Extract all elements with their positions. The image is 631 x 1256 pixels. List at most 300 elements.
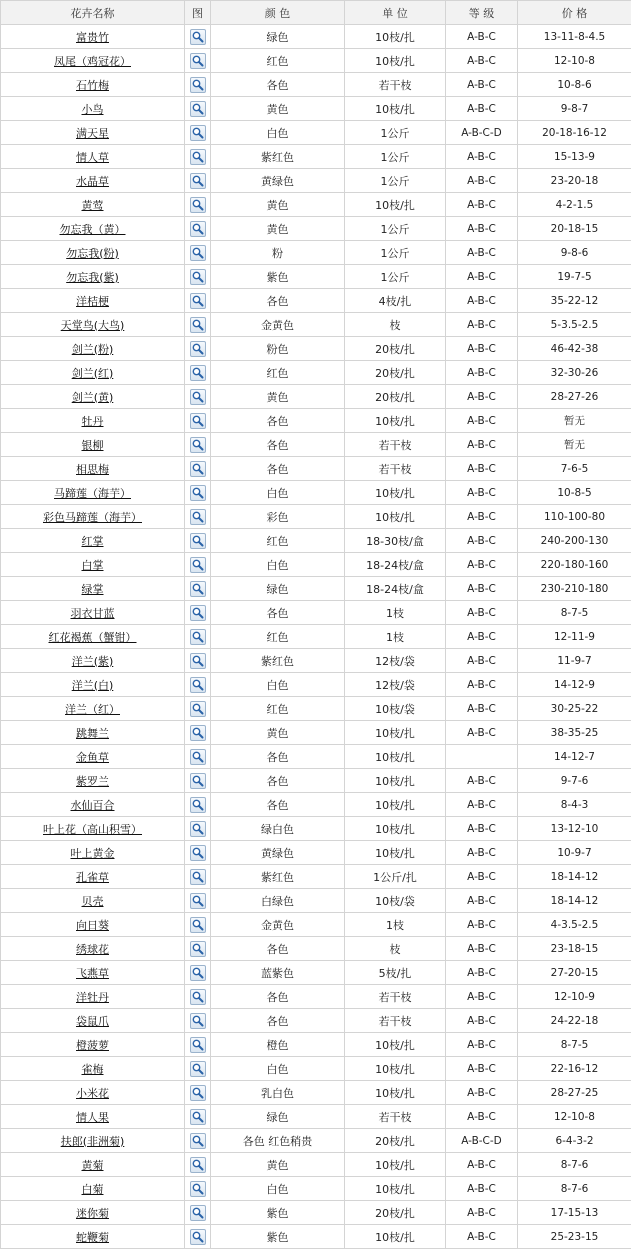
unit-cell: 10枝/扎 [345, 97, 446, 121]
table-row [1, 265, 631, 289]
view-image-icon[interactable] [190, 989, 206, 1005]
flower-name-link[interactable]: 水晶草 [76, 174, 109, 188]
price-cell: 10-8-5 [518, 481, 631, 505]
table-row [1, 937, 631, 961]
flower-name-cell [1, 49, 185, 73]
unit-cell: 18-30枝/盒 [345, 529, 446, 553]
image-cell [185, 457, 211, 481]
table-row [1, 769, 631, 793]
color-cell: 各色 [211, 457, 345, 481]
unit-cell: 1公斤 [345, 169, 446, 193]
table-row [1, 337, 631, 361]
color-cell: 紫红色 [211, 865, 345, 889]
view-image-icon[interactable] [190, 389, 206, 405]
view-image-icon[interactable] [190, 317, 206, 333]
table-row [1, 865, 631, 889]
unit-cell: 10枝/扎 [345, 1225, 446, 1249]
price-cell: 4-3.5-2.5 [518, 913, 631, 937]
view-image-icon[interactable] [190, 53, 206, 69]
view-image-icon[interactable] [190, 965, 206, 981]
flower-name-cell [1, 769, 185, 793]
header-row [1, 1, 631, 25]
view-image-icon[interactable] [190, 101, 206, 117]
table-row [1, 1057, 631, 1081]
unit-cell: 10枝/扎 [345, 769, 446, 793]
flower-name-link[interactable]: 凤尾（鸡冠花） [54, 54, 131, 68]
view-image-icon[interactable] [190, 845, 206, 861]
price-cell: 9-8-6 [518, 241, 631, 265]
color-cell: 红色 [211, 529, 345, 553]
view-image-icon[interactable] [190, 269, 206, 285]
image-cell [185, 1081, 211, 1105]
flower-name-link[interactable]: 勿忘我(粉) [66, 246, 119, 260]
flower-name-link[interactable]: 黄菊 [81, 1158, 104, 1172]
flower-name-link[interactable]: 白掌 [81, 558, 104, 572]
flower-name-cell [1, 817, 185, 841]
image-cell [185, 1201, 211, 1225]
unit-cell: 若干枝 [345, 433, 446, 457]
color-cell: 各色 [211, 745, 345, 769]
color-cell: 各色 [211, 409, 345, 433]
image-cell [185, 1153, 211, 1177]
grade-cell: A-B-C [446, 841, 518, 865]
price-cell: 暂无 [518, 409, 631, 433]
flower-name-link[interactable]: 黄莺 [81, 198, 104, 212]
view-image-icon[interactable] [190, 941, 206, 957]
flower-name-link[interactable]: 剑兰(粉) [71, 342, 114, 356]
flower-name-link[interactable]: 剑兰(红) [71, 366, 114, 380]
image-cell [185, 337, 211, 361]
color-cell: 彩色 [211, 505, 345, 529]
flower-name-link[interactable]: 小鸟 [81, 102, 104, 116]
flower-name-cell [1, 25, 185, 49]
view-image-icon[interactable] [190, 605, 206, 621]
view-image-icon[interactable] [190, 173, 206, 189]
view-image-icon[interactable] [190, 773, 206, 789]
table-row [1, 361, 631, 385]
header-unit: 单 位 [345, 1, 446, 25]
flower-name-link[interactable]: 叶上花（高山积雪） [43, 822, 142, 836]
flower-name-cell [1, 265, 185, 289]
table-row [1, 697, 631, 721]
image-cell [185, 169, 211, 193]
flower-name-link[interactable]: 雀梅 [81, 1062, 104, 1076]
price-cell: 12-11-9 [518, 625, 631, 649]
color-cell: 黄色 [211, 385, 345, 409]
unit-cell: 10枝/扎 [345, 1177, 446, 1201]
image-cell [185, 1129, 211, 1153]
flower-name-link[interactable]: 紫罗兰 [76, 774, 109, 788]
grade-cell: A-B-C [446, 457, 518, 481]
view-image-icon[interactable] [190, 125, 206, 141]
flower-name-link[interactable]: 相思梅 [76, 462, 109, 476]
flower-name-cell [1, 697, 185, 721]
view-image-icon[interactable] [190, 725, 206, 741]
unit-cell: 20枝/扎 [345, 1201, 446, 1225]
flower-name-cell [1, 217, 185, 241]
view-image-icon[interactable] [190, 341, 206, 357]
table-row [1, 217, 631, 241]
view-image-icon[interactable] [190, 1133, 206, 1149]
flower-name-link[interactable]: 洋牡丹 [76, 990, 109, 1004]
flower-name-cell [1, 73, 185, 97]
grade-cell: A-B-C [446, 481, 518, 505]
price-cell: 24-22-18 [518, 1009, 631, 1033]
view-image-icon[interactable] [190, 557, 206, 573]
flower-name-link[interactable]: 剑兰(黄) [71, 390, 114, 404]
grade-cell: A-B-C [446, 193, 518, 217]
view-image-icon[interactable] [190, 653, 206, 669]
unit-cell: 10枝/扎 [345, 49, 446, 73]
grade-cell: A-B-C [446, 769, 518, 793]
view-image-icon[interactable] [190, 293, 206, 309]
header-color: 颜 色 [211, 1, 345, 25]
view-image-icon[interactable] [190, 917, 206, 933]
unit-cell: 10枝/扎 [345, 409, 446, 433]
color-cell: 各色 [211, 1009, 345, 1033]
price-cell: 28-27-26 [518, 385, 631, 409]
view-image-icon[interactable] [190, 1229, 206, 1245]
view-image-icon[interactable] [190, 1157, 206, 1173]
grade-cell: A-B-C [446, 73, 518, 97]
view-image-icon[interactable] [190, 1181, 206, 1197]
grade-cell: A-B-C [446, 1105, 518, 1129]
color-cell: 红色 [211, 49, 345, 73]
flower-name-cell [1, 313, 185, 337]
color-cell: 黄色 [211, 193, 345, 217]
unit-cell: 10枝/扎 [345, 1081, 446, 1105]
grade-cell: A-B-C [446, 241, 518, 265]
view-image-icon[interactable] [190, 461, 206, 477]
flower-name-cell [1, 505, 185, 529]
grade-cell: A-B-C-D [446, 1129, 518, 1153]
unit-cell: 20枝/扎 [345, 361, 446, 385]
price-cell: 240-200-130 [518, 529, 631, 553]
flower-name-cell [1, 529, 185, 553]
color-cell: 绿色 [211, 577, 345, 601]
flower-name-cell [1, 361, 185, 385]
grade-cell: A-B-C [446, 529, 518, 553]
unit-cell: 若干枝 [345, 1105, 446, 1129]
flower-name-link[interactable]: 红掌 [81, 534, 104, 548]
view-image-icon[interactable] [190, 221, 206, 237]
price-cell: 20-18-15 [518, 217, 631, 241]
table-row [1, 409, 631, 433]
color-cell: 白色 [211, 673, 345, 697]
color-cell: 各色 [211, 601, 345, 625]
unit-cell: 18-24枝/盒 [345, 577, 446, 601]
flower-name-link[interactable]: 勿忘我(紫) [66, 270, 119, 284]
grade-cell: A-B-C [446, 265, 518, 289]
view-image-icon[interactable] [190, 1013, 206, 1029]
price-cell: 23-18-15 [518, 937, 631, 961]
price-cell: 暂无 [518, 433, 631, 457]
flower-name-link[interactable]: 白菊 [81, 1182, 104, 1196]
table-row [1, 793, 631, 817]
table-row [1, 1105, 631, 1129]
view-image-icon[interactable] [190, 629, 206, 645]
flower-name-cell [1, 673, 185, 697]
unit-cell: 若干枝 [345, 1009, 446, 1033]
flower-name-link[interactable]: 牡丹 [81, 414, 104, 428]
unit-cell: 若干枝 [345, 73, 446, 97]
header-name: 花卉名称 [1, 1, 185, 25]
view-image-icon[interactable] [190, 365, 206, 381]
table-row [1, 625, 631, 649]
price-cell: 15-13-9 [518, 145, 631, 169]
unit-cell: 10枝/扎 [345, 25, 446, 49]
flower-name-link[interactable]: 银柳 [81, 438, 104, 452]
table-row [1, 49, 631, 73]
price-cell: 8-7-6 [518, 1153, 631, 1177]
color-cell: 粉 [211, 241, 345, 265]
flower-name-link[interactable]: 洋兰(紫) [71, 654, 114, 668]
image-cell [185, 121, 211, 145]
table-row [1, 1033, 631, 1057]
flower-name-link[interactable]: 满天星 [76, 126, 109, 140]
color-cell: 紫色 [211, 265, 345, 289]
table-row [1, 889, 631, 913]
flower-name-link[interactable]: 情人果 [76, 1110, 109, 1124]
price-cell: 30-25-22 [518, 697, 631, 721]
color-cell: 金黄色 [211, 313, 345, 337]
image-cell [185, 913, 211, 937]
color-cell: 白色 [211, 481, 345, 505]
image-cell [185, 1009, 211, 1033]
image-cell [185, 385, 211, 409]
image-cell [185, 241, 211, 265]
price-cell: 14-12-9 [518, 673, 631, 697]
grade-cell: A-B-C [446, 1201, 518, 1225]
view-image-icon[interactable] [190, 581, 206, 597]
view-image-icon[interactable] [190, 197, 206, 213]
image-cell [185, 49, 211, 73]
flower-name-link[interactable]: 洋桔梗 [76, 294, 109, 308]
unit-cell: 1枝 [345, 625, 446, 649]
color-cell: 紫色 [211, 1225, 345, 1249]
flower-name-cell [1, 481, 185, 505]
color-cell: 紫红色 [211, 145, 345, 169]
flower-name-link[interactable]: 扶郎(非洲菊) [60, 1134, 125, 1148]
table-row [1, 961, 631, 985]
color-cell: 红色 [211, 361, 345, 385]
view-image-icon[interactable] [190, 413, 206, 429]
unit-cell: 20枝/扎 [345, 385, 446, 409]
unit-cell: 枝 [345, 937, 446, 961]
flower-name-cell [1, 937, 185, 961]
flower-name-cell [1, 1129, 185, 1153]
grade-cell: A-B-C [446, 313, 518, 337]
flower-name-link[interactable]: 橙菠萝 [76, 1038, 109, 1052]
view-image-icon[interactable] [190, 77, 206, 93]
flower-name-link[interactable]: 孔雀草 [76, 870, 109, 884]
color-cell: 红色 [211, 625, 345, 649]
grade-cell: A-B-C [446, 961, 518, 985]
view-image-icon[interactable] [190, 509, 206, 525]
price-cell: 11-9-7 [518, 649, 631, 673]
grade-cell: A-B-C [446, 361, 518, 385]
color-cell: 白色 [211, 553, 345, 577]
table-row [1, 505, 631, 529]
unit-cell: 12枝/袋 [345, 649, 446, 673]
table-row [1, 193, 631, 217]
view-image-icon[interactable] [190, 245, 206, 261]
header-image: 图 [185, 1, 211, 25]
image-cell [185, 817, 211, 841]
color-cell: 白绿色 [211, 889, 345, 913]
grade-cell: A-B-C [446, 145, 518, 169]
color-cell: 紫色 [211, 1201, 345, 1225]
image-cell [185, 961, 211, 985]
view-image-icon[interactable] [190, 893, 206, 909]
flower-name-link[interactable]: 向日葵 [76, 918, 109, 932]
view-image-icon[interactable] [190, 1085, 206, 1101]
flower-name-link[interactable]: 绣球花 [76, 942, 109, 956]
view-image-icon[interactable] [190, 869, 206, 885]
price-cell: 7-6-5 [518, 457, 631, 481]
flower-name-cell [1, 1153, 185, 1177]
flower-name-link[interactable]: 袋鼠爪 [76, 1014, 109, 1028]
unit-cell: 1公斤 [345, 265, 446, 289]
view-image-icon[interactable] [190, 1205, 206, 1221]
image-cell [185, 1057, 211, 1081]
image-cell [185, 577, 211, 601]
table-row [1, 121, 631, 145]
view-image-icon[interactable] [190, 701, 206, 717]
flower-name-link[interactable]: 小米花 [76, 1086, 109, 1100]
grade-cell: A-B-C [446, 889, 518, 913]
table-row [1, 985, 631, 1009]
view-image-icon[interactable] [190, 1037, 206, 1053]
flower-name-link[interactable]: 贝壳 [81, 894, 104, 908]
view-image-icon[interactable] [190, 1109, 206, 1125]
table-row [1, 1153, 631, 1177]
price-cell: 25-23-15 [518, 1225, 631, 1249]
view-image-icon[interactable] [190, 533, 206, 549]
flower-name-link[interactable]: 情人草 [76, 150, 109, 164]
image-cell [185, 25, 211, 49]
flower-name-link[interactable]: 绿掌 [81, 582, 104, 596]
flower-name-link[interactable]: 洋兰（红） [65, 702, 120, 716]
view-image-icon[interactable] [190, 821, 206, 837]
view-image-icon[interactable] [190, 29, 206, 45]
view-image-icon[interactable] [190, 677, 206, 693]
table-row [1, 577, 631, 601]
flower-name-link[interactable]: 金鱼草 [76, 750, 109, 764]
price-cell: 20-18-16-12 [518, 121, 631, 145]
image-cell [185, 673, 211, 697]
view-image-icon[interactable] [190, 749, 206, 765]
grade-cell: A-B-C [446, 601, 518, 625]
flower-name-link[interactable]: 迷你菊 [76, 1206, 109, 1220]
image-cell [185, 985, 211, 1009]
unit-cell: 10枝/扎 [345, 745, 446, 769]
table-row [1, 385, 631, 409]
view-image-icon[interactable] [190, 797, 206, 813]
unit-cell: 18-24枝/盒 [345, 553, 446, 577]
flower-name-link[interactable]: 羽衣甘蓝 [70, 606, 115, 620]
grade-cell: A-B-C [446, 49, 518, 73]
price-cell: 46-42-38 [518, 337, 631, 361]
image-cell [185, 1105, 211, 1129]
image-cell [185, 889, 211, 913]
grade-cell: A-B-C [446, 505, 518, 529]
flower-name-link[interactable]: 飞燕草 [76, 966, 109, 980]
flower-name-link[interactable]: 马蹄莲（海芋） [54, 486, 131, 500]
price-cell: 12-10-9 [518, 985, 631, 1009]
table-row [1, 1009, 631, 1033]
flower-name-link[interactable]: 勿忘我（黄） [59, 222, 126, 236]
flower-name-cell [1, 985, 185, 1009]
image-cell [185, 1033, 211, 1057]
price-cell: 32-30-26 [518, 361, 631, 385]
image-cell [185, 145, 211, 169]
color-cell: 各色 [211, 433, 345, 457]
price-cell: 27-20-15 [518, 961, 631, 985]
price-cell: 10-9-7 [518, 841, 631, 865]
flower-name-link[interactable]: 水仙百合 [70, 798, 115, 812]
flower-name-link[interactable]: 富贵竹 [76, 30, 109, 44]
unit-cell: 10枝/扎 [345, 793, 446, 817]
view-image-icon[interactable] [190, 437, 206, 453]
price-cell: 35-22-12 [518, 289, 631, 313]
flower-name-cell [1, 961, 185, 985]
flower-name-link[interactable]: 洋兰(白) [71, 678, 114, 692]
flower-name-link[interactable]: 红花褐蕉（蟹钳） [48, 630, 137, 644]
image-cell [185, 433, 211, 457]
grade-cell [446, 745, 518, 769]
view-image-icon[interactable] [190, 1061, 206, 1077]
grade-cell: A-B-C [446, 697, 518, 721]
view-image-icon[interactable] [190, 149, 206, 165]
flower-name-cell [1, 745, 185, 769]
grade-cell: A-B-C [446, 337, 518, 361]
price-cell: 38-35-25 [518, 721, 631, 745]
grade-cell: A-B-C [446, 25, 518, 49]
price-cell: 23-20-18 [518, 169, 631, 193]
flower-name-cell [1, 577, 185, 601]
flower-name-link[interactable]: 石竹梅 [76, 78, 109, 92]
unit-cell: 10枝/扎 [345, 193, 446, 217]
image-cell [185, 505, 211, 529]
flower-name-cell [1, 889, 185, 913]
color-cell: 红色 [211, 697, 345, 721]
flower-name-link[interactable]: 叶上黄金 [70, 846, 115, 860]
image-cell [185, 73, 211, 97]
price-cell: 13-11-8-4.5 [518, 25, 631, 49]
unit-cell: 1枝 [345, 913, 446, 937]
table-row [1, 433, 631, 457]
unit-cell: 10枝/扎 [345, 817, 446, 841]
unit-cell: 1公斤/扎 [345, 865, 446, 889]
unit-cell: 10枝/扎 [345, 721, 446, 745]
price-cell: 8-7-5 [518, 601, 631, 625]
unit-cell: 10枝/扎 [345, 1153, 446, 1177]
view-image-icon[interactable] [190, 485, 206, 501]
flower-name-link[interactable]: 跳舞兰 [76, 726, 109, 740]
flower-name-link[interactable]: 蛇鞭菊 [76, 1230, 109, 1244]
grade-cell: A-B-C [446, 577, 518, 601]
unit-cell: 枝 [345, 313, 446, 337]
image-cell [185, 649, 211, 673]
flower-name-cell [1, 145, 185, 169]
flower-name-link[interactable]: 天堂鸟(大鸟) [60, 318, 125, 332]
image-cell [185, 481, 211, 505]
flower-name-link[interactable]: 彩色马蹄莲（海芋） [43, 510, 142, 524]
table-row [1, 97, 631, 121]
image-cell [185, 1177, 211, 1201]
table-row [1, 817, 631, 841]
